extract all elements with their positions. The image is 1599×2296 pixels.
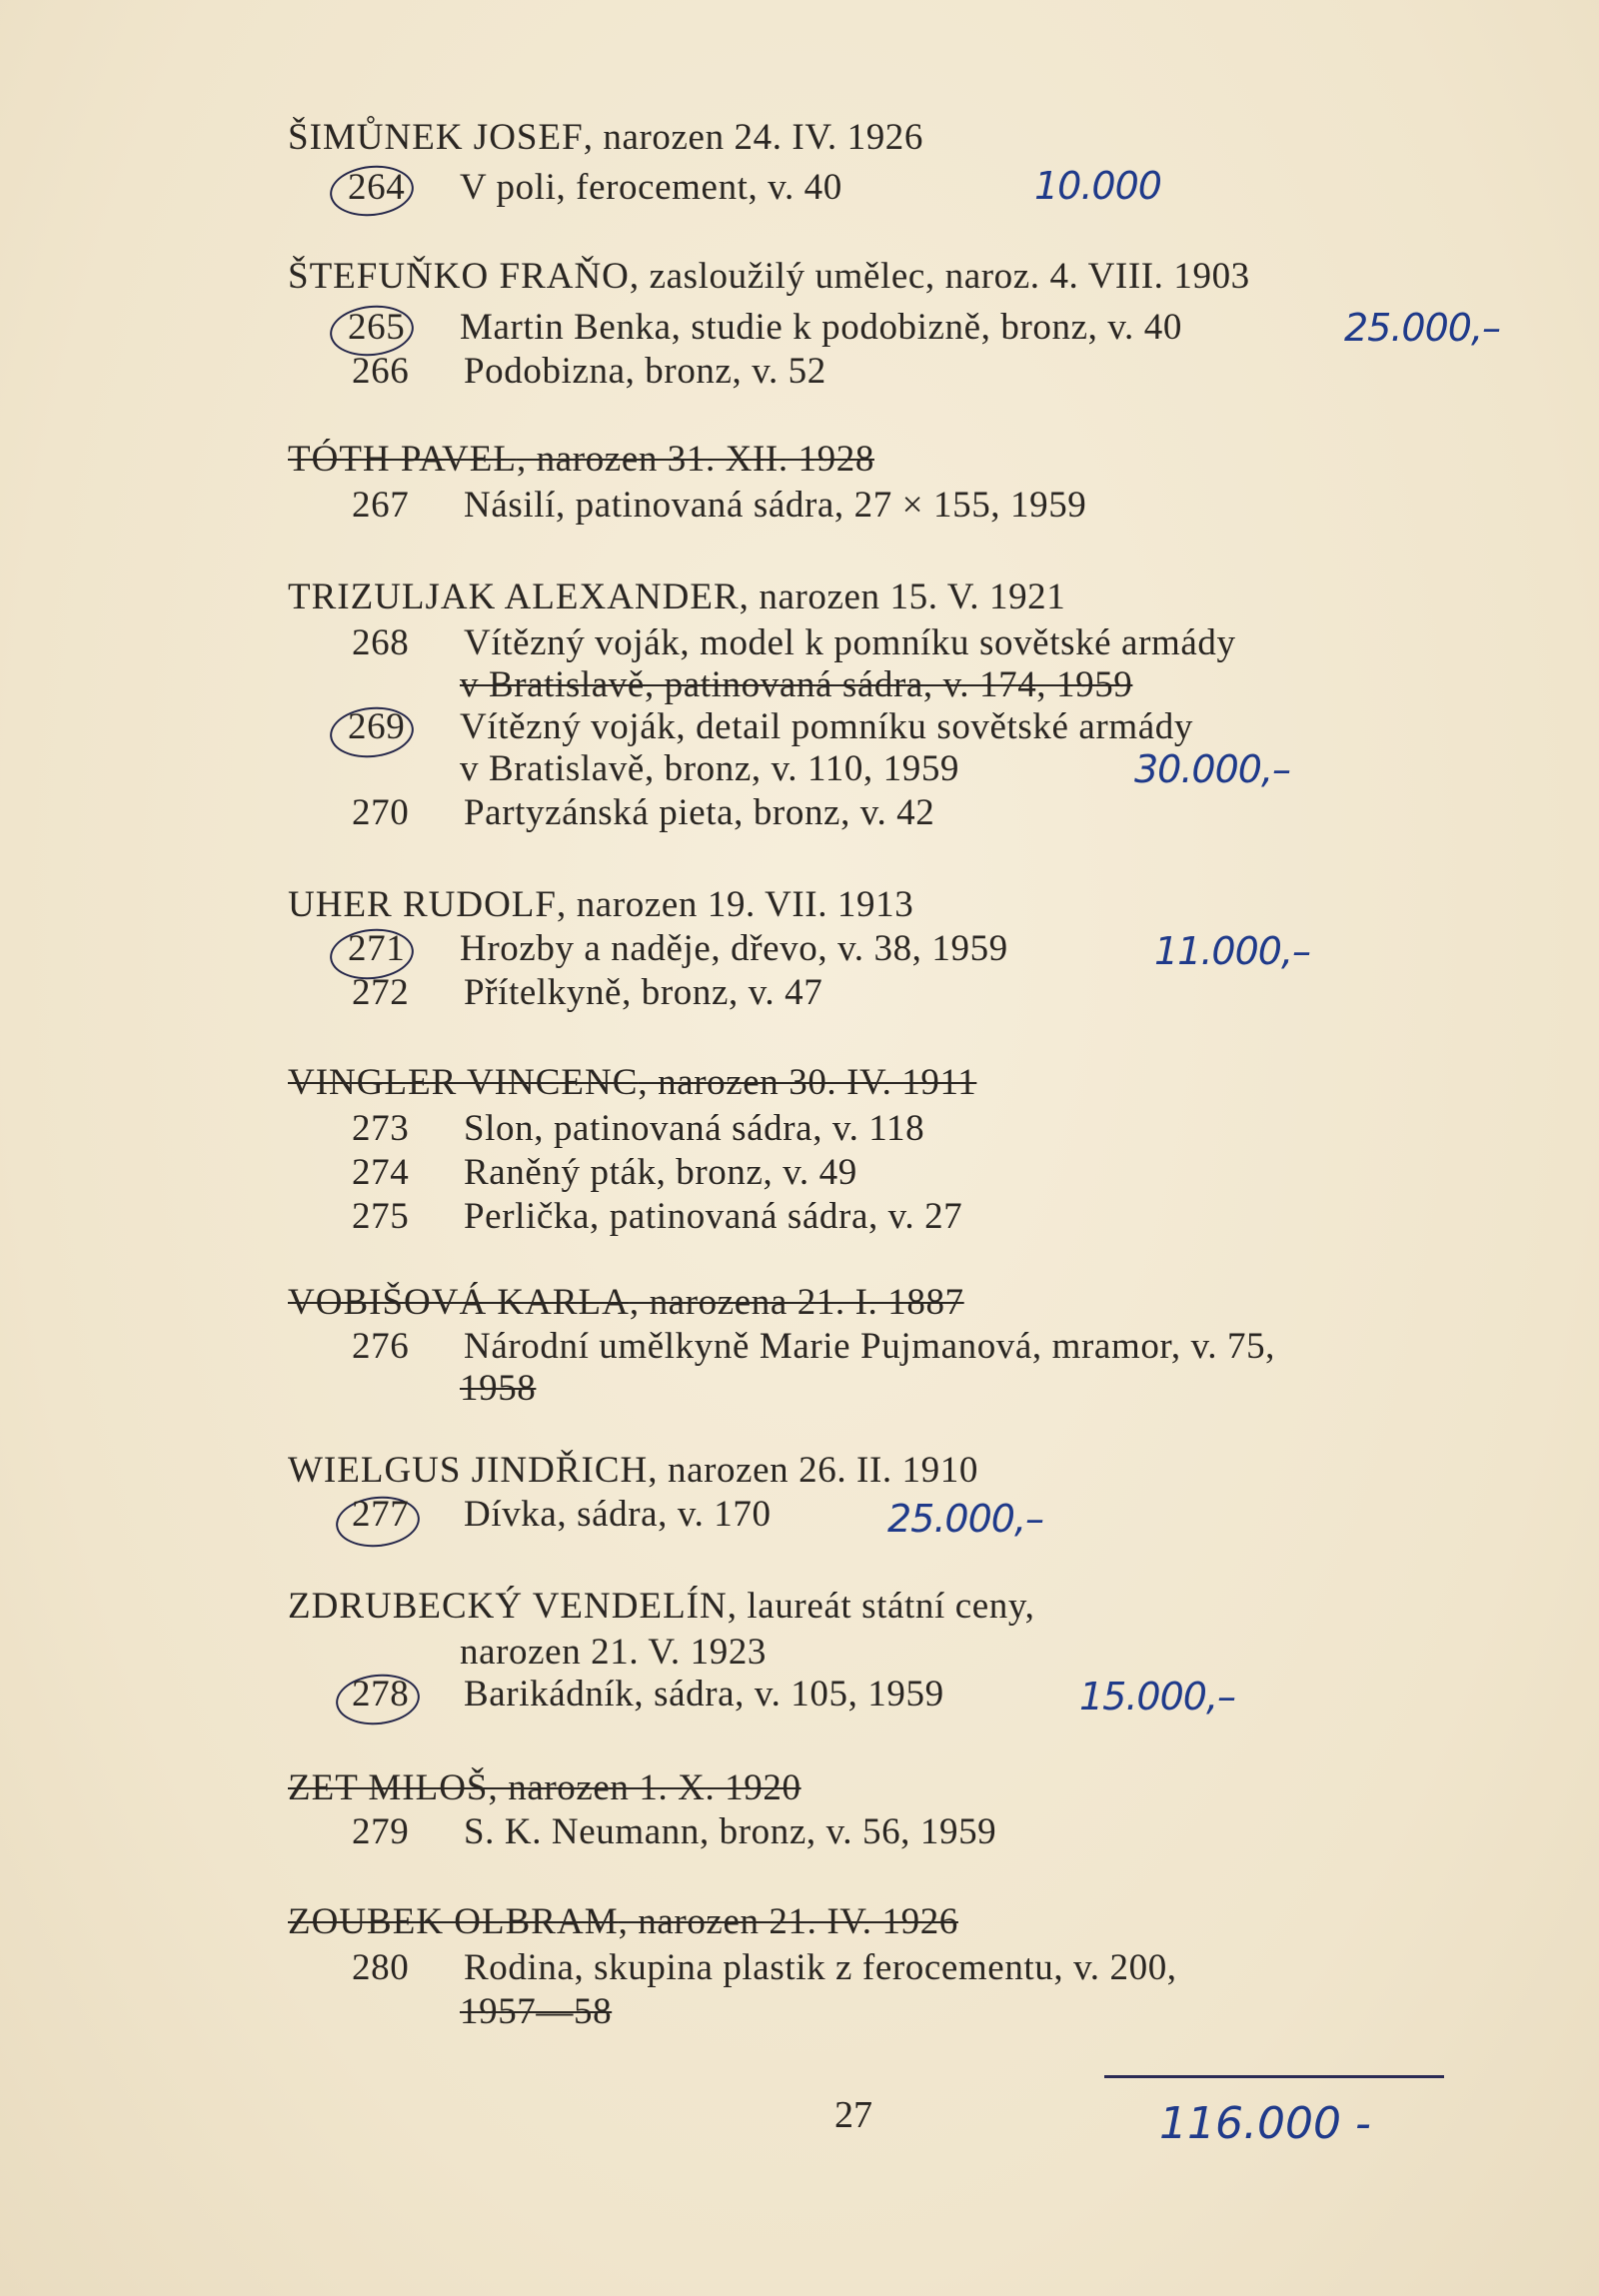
item-text: Dívka, sádra, v. 170 xyxy=(464,1494,772,1535)
item-number: 275 xyxy=(352,1196,410,1237)
artist-name: VOBIŠOVÁ KARLA xyxy=(288,1282,630,1323)
item-number: 266 xyxy=(352,351,410,392)
artist-info-continued: narozen 21. V. 1923 xyxy=(460,1632,768,1673)
page-number: 27 xyxy=(834,2094,872,2136)
item-number: 280 xyxy=(352,1947,410,1988)
artist-heading-struck xyxy=(288,1281,964,1325)
artist-name: ŠIMŮNEK JOSEF xyxy=(288,117,584,158)
item-number: 276 xyxy=(352,1326,410,1367)
artist-info: , narozen 26. II. 1910 xyxy=(648,1450,978,1491)
item-text: Martin Benka, studie k podobizně, bronz, v. 40 xyxy=(460,307,1182,348)
artist-info: , narozen 30. IV. 1911 xyxy=(638,1062,977,1103)
artist-name: WIELGUS JINDŘICH xyxy=(288,1450,649,1491)
artist-info: , narozen 15. V. 1921 xyxy=(739,576,1066,617)
item-number: 267 xyxy=(352,485,410,526)
item-number: 274 xyxy=(352,1152,410,1193)
artist-heading-struck xyxy=(288,438,874,482)
item-text: Rodina, skupina plastik z ferocementu, v. 200, xyxy=(464,1947,1177,1988)
artist-name: ZOUBEK OLBRAM xyxy=(288,1901,619,1942)
item-text: Partyzánská pieta, bronz, v. 42 xyxy=(464,792,935,833)
item-text: Raněný pták, bronz, v. 49 xyxy=(464,1152,857,1193)
artist-info: , narozen 19. VII. 1913 xyxy=(557,884,914,925)
item-number: 279 xyxy=(352,1811,410,1852)
item-number: 265 xyxy=(348,307,406,348)
item-text-continued: 1957—58 xyxy=(460,1991,613,2032)
item-number: 272 xyxy=(352,972,410,1013)
item-number: 270 xyxy=(352,792,410,833)
artist-name: VINGLER VINCENC xyxy=(288,1062,639,1103)
handwritten-price: 30.000,– xyxy=(1134,747,1291,791)
item-text: Perlička, patinovaná sádra, v. 27 xyxy=(464,1196,963,1237)
artist-heading xyxy=(288,575,1065,619)
item-text: Národní umělkyně Marie Pujmanová, mramor, v. 75, xyxy=(464,1326,1276,1367)
item-text: Vítězný voják, model k pomníku sovětské armády xyxy=(464,622,1236,663)
handwritten-price: 25.000,– xyxy=(887,1497,1044,1541)
item-text: Podobizna, bronz, v. 52 xyxy=(464,351,826,392)
artist-heading xyxy=(288,1585,1034,1629)
handwritten-price: 10.000 xyxy=(1034,164,1161,208)
item-text-continued: v Bratislavě, patinovaná sádra, v. 174, 1959 xyxy=(460,664,1133,705)
artist-name: UHER RUDOLF xyxy=(288,884,557,925)
item-text: Hrozby a naděje, dřevo, v. 38, 1959 xyxy=(460,928,1008,969)
artist-heading-struck xyxy=(288,1900,958,1944)
handwritten-price: 25.000,– xyxy=(1344,306,1501,350)
total-underline xyxy=(1104,2075,1444,2078)
item-text: Barikádník, sádra, v. 105, 1959 xyxy=(464,1674,944,1715)
artist-heading xyxy=(288,1449,978,1493)
handwritten-total: 116.000 - xyxy=(1159,2098,1371,2149)
artist-heading-struck xyxy=(288,1061,976,1105)
artist-name: TRIZULJAK ALEXANDER xyxy=(288,576,740,617)
item-text-continued: v Bratislavě, bronz, v. 110, 1959 xyxy=(460,748,960,789)
item-number: 268 xyxy=(352,622,410,663)
artist-name: ZDRUBECKÝ VENDELÍN xyxy=(288,1586,728,1627)
artist-info: , narozen 1. X. 1920 xyxy=(488,1767,801,1808)
artist-info: , narozen 21. IV. 1926 xyxy=(618,1901,958,1942)
item-number: 264 xyxy=(348,167,406,208)
handwritten-price: 15.000,– xyxy=(1079,1675,1236,1719)
artist-heading xyxy=(288,883,913,927)
artist-name: ZET MILOŠ xyxy=(288,1767,489,1808)
artist-name: TÓTH PAVEL xyxy=(288,439,517,480)
artist-heading xyxy=(288,255,1250,299)
item-number: 277 xyxy=(352,1494,410,1535)
item-text-continued: 1958 xyxy=(460,1368,537,1409)
item-number: 273 xyxy=(352,1108,410,1149)
item-text: Vítězný voják, detail pomníku sovětské armády xyxy=(460,706,1193,747)
item-number: 269 xyxy=(348,706,406,747)
handwritten-price: 11.000,– xyxy=(1154,929,1311,973)
artist-heading-struck xyxy=(288,1766,801,1810)
item-text: V poli, ferocement, v. 40 xyxy=(460,167,842,208)
item-number: 278 xyxy=(352,1674,410,1715)
item-text: Násilí, patinovaná sádra, 27 × 155, 1959 xyxy=(464,485,1087,526)
artist-info: , zasloužilý umělec, naroz. 4. VIII. 1903 xyxy=(629,256,1250,297)
artist-heading xyxy=(288,116,923,160)
artist-info: , narozen 24. IV. 1926 xyxy=(583,117,923,158)
item-text: Slon, patinovaná sádra, v. 118 xyxy=(464,1108,925,1149)
artist-info: , narozena 21. I. 1887 xyxy=(629,1282,964,1323)
artist-info: , narozen 31. XII. 1928 xyxy=(516,439,874,480)
artist-info: , laureát státní ceny, xyxy=(727,1586,1035,1627)
item-number: 271 xyxy=(348,928,406,969)
artist-name: ŠTEFUŇKO FRAŇO xyxy=(288,256,630,297)
item-text: S. K. Neumann, bronz, v. 56, 1959 xyxy=(464,1811,997,1852)
item-text: Přítelkyně, bronz, v. 47 xyxy=(464,972,823,1013)
